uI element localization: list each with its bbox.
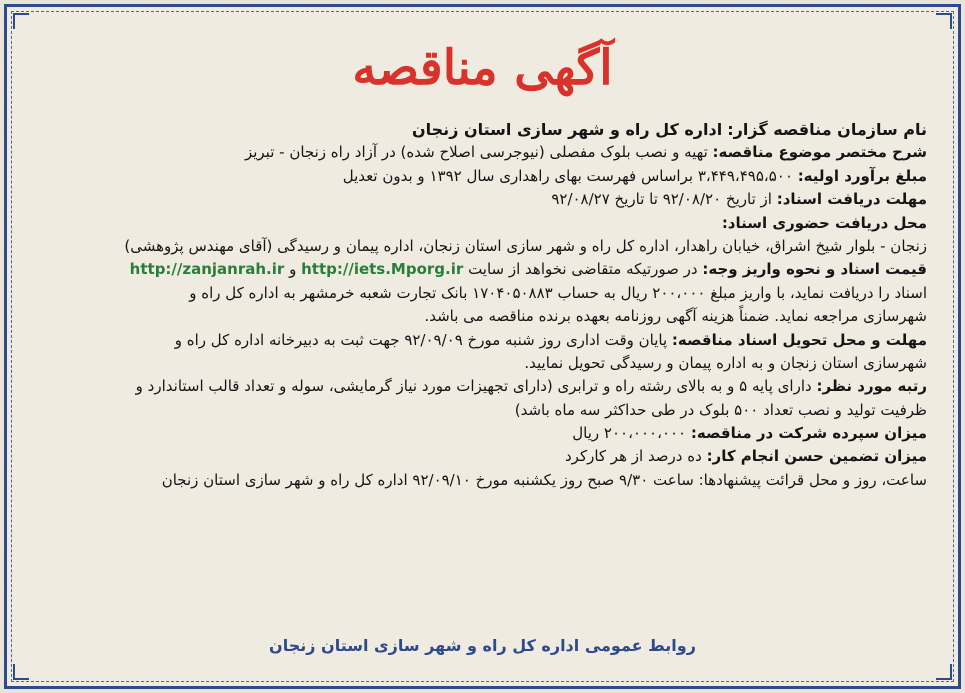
delivery-value-b: شهرسازی استان زنجان و به اداره پیمان و رسیدگی تحویل نمایید. bbox=[524, 353, 927, 372]
price-line-2 bbox=[38, 282, 927, 305]
location-value-line bbox=[38, 235, 927, 258]
price-value-b: اسناد را دریافت نماید، با واریز مبلغ ۲۰۰،۰۰۰ ریال به حساب ۱۷۰۴۰۵۰۸۸۳ بانک تجارت شعبه خرمشهر به اداره کل راه و bbox=[189, 283, 927, 302]
estimate-value: ۳،۴۴۹،۴۹۵،۵۰۰ براساس فهرست بهای راهداری سال ۱۳۹۲ و بدون تعدیل bbox=[342, 166, 793, 185]
delivery-value-a: پایان وقت اداری روز شنبه مورخ ۹۲/۰۹/۰۹ جهت ثبت به دبیرخانه اداره کل راه و bbox=[174, 330, 668, 349]
zanjanrah-link[interactable]: http://zanjanrah.ir bbox=[129, 260, 285, 279]
location-value: زنجان - بلوار شیخ اشراق، خیابان راهدار، اداره کل راه و شهر سازی استان زنجان، اداره پیمان و رسیدگی (آقای مهندس پژوهشی) bbox=[124, 236, 927, 255]
rank-value-b: ظرفیت تولید و نصب تعداد ۵۰۰ بلوک در طی حداکثر سه ماه باشد) bbox=[514, 400, 927, 419]
notice-title: آگهی مناقصه bbox=[352, 40, 613, 96]
corner-ornament bbox=[13, 664, 29, 680]
delivery-line-2 bbox=[38, 352, 927, 375]
deposit-value: ۲۰۰،۰۰۰،۰۰۰ ریال bbox=[572, 424, 687, 443]
description-label: شرح مختصر موضوع مناقصه: bbox=[712, 143, 927, 162]
organizer-line bbox=[38, 118, 927, 141]
corner-ornament bbox=[13, 13, 29, 29]
description-line bbox=[38, 141, 927, 164]
deadline-label: مهلت دریافت اسناد: bbox=[776, 190, 927, 209]
corner-ornament bbox=[936, 13, 952, 29]
opening-line bbox=[38, 469, 927, 492]
rank-value-a: دارای پایه ۵ و به بالای رشته راه و ترابری (دارای تجهیزات مورد نیاز گرمایشی، سوله و تعداد قالب استاندارد و bbox=[135, 377, 812, 396]
deposit-label: میزان سپرده شرکت در مناقصه: bbox=[690, 424, 927, 443]
delivery-line bbox=[38, 329, 927, 352]
guarantee-line bbox=[38, 445, 927, 468]
deadline-line bbox=[38, 188, 927, 211]
corner-ornament bbox=[936, 664, 952, 680]
delivery-label: مهلت و محل تحویل اسناد مناقصه: bbox=[671, 330, 927, 349]
iets-link[interactable]: http://iets.Mporg.ir bbox=[301, 260, 464, 279]
estimate-label: مبلغ برآورد اولیه: bbox=[797, 166, 927, 185]
price-value-a: در صورتیکه متقاضی نخواهد از سایت bbox=[468, 260, 698, 279]
guarantee-value: ده درصد از هر کارکرد bbox=[564, 447, 702, 466]
deadline-value: از تاریخ ۹۲/۰۸/۲۰ تا تاریخ ۹۲/۰۸/۲۷ bbox=[551, 190, 772, 209]
price-label: قیمت اسناد و نحوه واریز وجه: bbox=[702, 260, 927, 279]
description-value: تهیه و نصب بلوک مفصلی (نیوجرسی اصلاح شده) در آزاد راه زنجان - تبریز bbox=[244, 143, 708, 162]
location-label-line bbox=[38, 212, 927, 235]
price-value-c: شهرسازی مراجعه نماید. ضمناً هزینه آگهی روزنامه بعهده برنده مناقصه می باشد. bbox=[424, 307, 927, 326]
price-conjunction: و bbox=[289, 260, 297, 279]
rank-line bbox=[38, 375, 927, 398]
organizer-value: اداره کل راه و شهر سازی استان زنجان bbox=[411, 120, 723, 139]
footer-signature: روابط عمومی اداره کل راه و شهر سازی استان زنجان bbox=[269, 636, 696, 655]
organizer-label: نام سازمان مناقصه گزار: bbox=[727, 120, 927, 139]
location-label: محل دریافت حضوری اسناد: bbox=[721, 213, 927, 232]
estimate-line bbox=[38, 165, 927, 188]
opening-value: ساعت، روز و محل قرائت پیشنهادها: ساعت ۹/۳۰ صبح روز یکشنبه مورخ ۹۲/۰۹/۱۰ اداره کل راه و شهر سازی استان زنجان bbox=[161, 470, 927, 489]
deposit-line bbox=[38, 422, 927, 445]
rank-label: رتبه مورد نظر: bbox=[816, 377, 927, 396]
rank-line-2 bbox=[38, 399, 927, 422]
notice-body bbox=[38, 118, 927, 492]
guarantee-label: میزان تضمین حسن انجام کار: bbox=[706, 447, 927, 466]
price-line-3 bbox=[38, 305, 927, 328]
price-line bbox=[38, 258, 927, 281]
